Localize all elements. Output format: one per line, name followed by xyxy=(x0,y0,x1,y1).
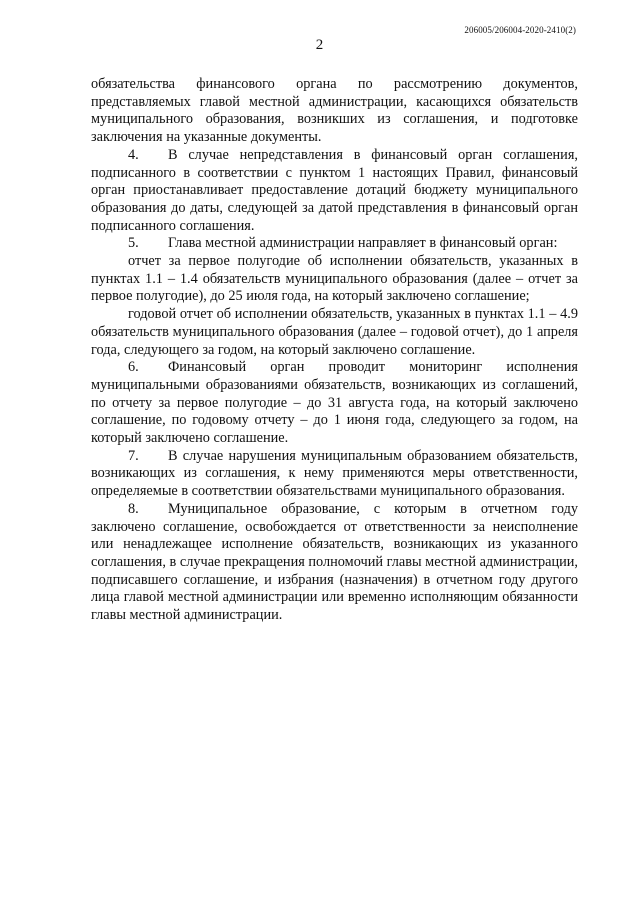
paragraph-number: 8. xyxy=(128,500,139,517)
paragraph-item-8 xyxy=(91,501,578,625)
paragraph-item-6 xyxy=(91,359,578,448)
document-id: 206005/206004-2020-2410(2) xyxy=(464,25,576,35)
paragraph-number: 4. xyxy=(128,146,139,163)
paragraph-text: Муниципальное образование, с которым в отчетном году заключено соглашение, освобождается от ответственности за неисполнение или ненадлежащее исполнение обязательств, возникающих из указанного соглашения, в случае прекращения полномочий главы местной администрации, подписавшего соглашение, и избрания (назначения) в отчетном году другого лица главой местной администрации или временно исполняющим обязанности главы местной администрации. xyxy=(91,500,578,624)
paragraph-report-half-year xyxy=(91,253,578,306)
paragraph-number: 5. xyxy=(128,235,139,252)
paragraph-item-7 xyxy=(91,448,578,501)
paragraph-text: Глава местной администрации направляет в финансовый орган: xyxy=(168,235,558,252)
paragraph-text: отчет за первое полугодие об исполнении обязательств, указанных в пунктах 1.1 – 1.4 обязательств муниципального образования (далее – отчет за первое полугодие), до 25 июля года, на который заключено соглашение; xyxy=(91,253,578,305)
paragraph-text: обязательства финансового органа по рассмотрению документов, представляемых главой местной администрации, касающихся обязательств муниципального образования, возникших из соглашения, и подготовке заключения на указанные документы. xyxy=(91,76,578,146)
paragraph-text: годовой отчет об исполнении обязательств, указанных в пунктах 1.1 – 4.9 обязательств муниципального образования (далее – годовой отчет), до 1 апреля года, следующего за годом, на который заключено соглашение. xyxy=(91,306,578,358)
document-body xyxy=(91,76,578,625)
paragraph-text: В случае непредставления в финансовый орган соглашения, подписанного в соответствии с пунктом 1 настоящих Правил, финансовый орган приостанавливает предоставление дотаций бюджету муниципального образования до даты, следующей за датой представления в финансовый орган подписанного соглашения. xyxy=(91,146,578,234)
page-number: 2 xyxy=(315,37,324,53)
paragraph-text: В случае нарушения муниципальным образованием обязательств, возникающих из соглашения, к нему применяются меры ответственности, определяемые в соответствии обязательствами муниципального образования. xyxy=(91,447,578,500)
paragraph-continuation xyxy=(91,76,578,147)
paragraph-number: 7. xyxy=(128,447,139,464)
paragraph-number: 6. xyxy=(128,359,139,376)
paragraph-item-4 xyxy=(91,147,578,236)
paragraph-text: Финансовый орган проводит мониторинг исполнения муниципальными образованиями обязательств, возникающих из соглашений, по отчету за первое полугодие – до 31 августа года, на который заключено соглашение, по годовому отчету – до 1 июня года, следующего за годом, на который заключено соглашение. xyxy=(91,359,578,447)
paragraph-report-annual xyxy=(91,306,578,359)
paragraph-item-5 xyxy=(91,235,578,253)
